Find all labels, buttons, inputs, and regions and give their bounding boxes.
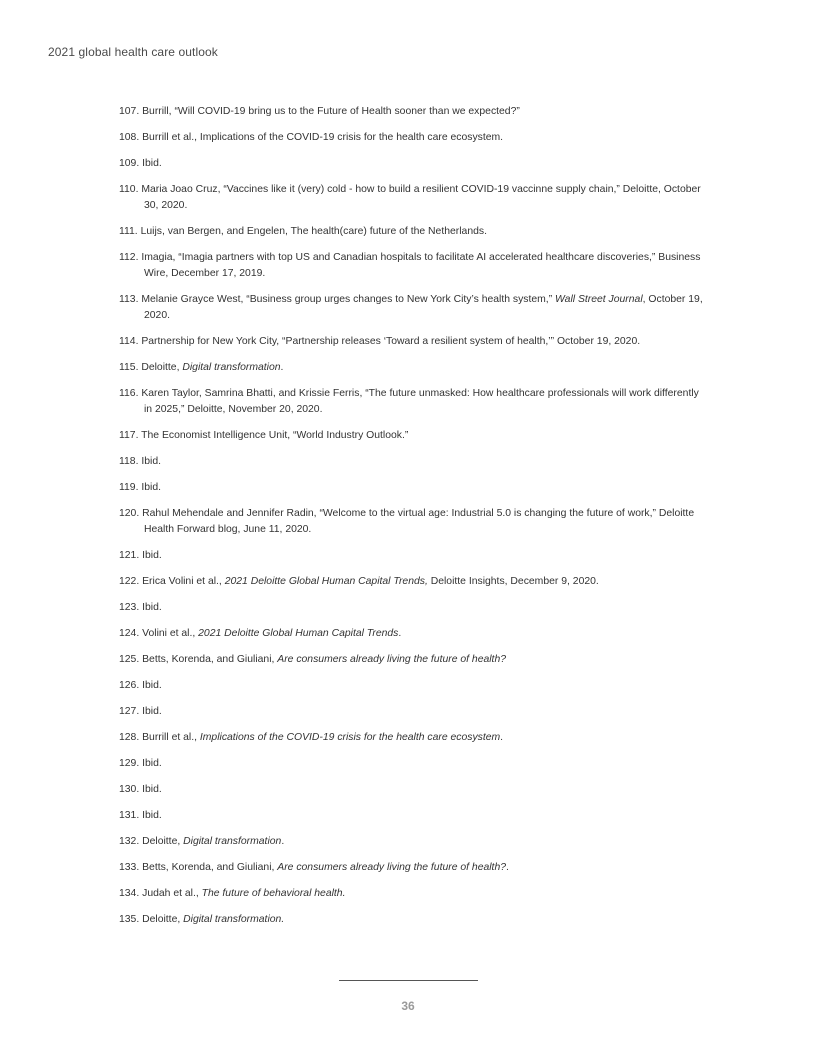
endnote-text: , October 19, 2020.: [144, 294, 703, 321]
endnote-text: Ibid.: [139, 602, 162, 613]
endnote-number: 131.: [119, 810, 140, 821]
endnote-item: [119, 224, 709, 240]
endnote-item: [119, 506, 709, 538]
endnote-text: Ibid.: [139, 706, 162, 717]
endnote-title-italic: 2021 Deloitte Global Human Capital Trends: [198, 628, 399, 639]
endnote-item: [119, 808, 709, 824]
endnote-title-italic: Are consumers already living the future of health?: [277, 654, 507, 665]
endnote-number: 108.: [119, 132, 140, 143]
endnote-number: 113.: [119, 294, 139, 305]
endnote-number: 134.: [119, 888, 140, 899]
endnote-item: [119, 360, 709, 376]
endnote-text: Ibid.: [139, 158, 162, 169]
endnote-item: [119, 428, 709, 444]
endnote-number: 133.: [119, 862, 140, 873]
endnote-number: 127.: [119, 706, 140, 717]
endnote-title-italic: Implications of the COVID-19 crisis for the health care ecosystem: [199, 732, 501, 743]
endnote-item: [119, 250, 709, 282]
endnote-number: 107.: [119, 106, 140, 117]
endnote-number: 135.: [119, 914, 140, 925]
endnote-text: Partnership for New York City, “Partnership releases ‘Toward a resilient system of health,’” October 19, 2020.: [138, 336, 641, 347]
endnote-text: Erica Volini et al.,: [139, 576, 225, 587]
footer-divider: [339, 980, 478, 981]
endnote-title-italic: Digital transformation: [182, 362, 281, 373]
endnote-number: 111.: [119, 226, 138, 237]
endnote-title-italic: 2021 Deloitte Global Human Capital Trends,: [224, 576, 428, 587]
endnote-number: 115.: [119, 362, 139, 373]
endnote-title-italic: Are consumers already living the future of health?: [277, 862, 507, 873]
endnote-text: Ibid.: [139, 758, 162, 769]
endnote-text: .: [281, 836, 285, 847]
endnote-number: 110.: [119, 184, 139, 195]
endnote-number: 129.: [119, 758, 140, 769]
endnote-text: Ibid.: [139, 784, 162, 795]
endnote-text: .: [500, 732, 504, 743]
endnote-text: .: [280, 362, 284, 373]
endnote-number: 121.: [119, 550, 140, 561]
endnote-item: [119, 480, 709, 496]
endnote-item: [119, 574, 709, 590]
endnote-text: Ibid.: [138, 482, 161, 493]
endnote-text: Maria Joao Cruz, “Vaccines like it (very) cold - how to build a resilient COVID-19 vaccinne supply chain,” Deloitte, October 30, 2020.: [138, 184, 701, 211]
endnote-number: 128.: [119, 732, 140, 743]
endnote-item: [119, 182, 709, 214]
endnote-item: [119, 678, 709, 694]
endnote-item: [119, 130, 709, 146]
endnote-text: Deloitte Insights, December 9, 2020.: [427, 576, 599, 587]
endnote-title-italic: Digital transformation: [183, 836, 282, 847]
endnote-text: .: [398, 628, 402, 639]
endnote-item: [119, 860, 709, 876]
endnote-item: [119, 292, 709, 324]
endnote-item: [119, 704, 709, 720]
endnote-title-italic: Wall Street Journal: [555, 294, 643, 305]
endnote-item: [119, 834, 709, 850]
endnote-text: Ibid.: [139, 810, 162, 821]
endnotes-list: [119, 104, 709, 938]
endnote-number: 122.: [119, 576, 140, 587]
endnote-number: 132.: [119, 836, 140, 847]
endnote-item: [119, 386, 709, 418]
endnote-text: Deloitte,: [138, 362, 183, 373]
endnote-text: Judah et al.,: [139, 888, 202, 899]
endnote-text: Ibid.: [139, 680, 162, 691]
endnote-item: [119, 626, 709, 642]
endnote-text: .: [506, 862, 509, 873]
running-header-title: 2021 global health care outlook: [48, 45, 218, 59]
endnote-text: Betts, Korenda, and Giuliani,: [139, 654, 278, 665]
endnote-item: [119, 600, 709, 616]
endnote-number: 112.: [119, 252, 139, 263]
endnote-text: Imagia, “Imagia partners with top US and Canadian hospitals to facilitate AI accelerated healthcare discoveries,” Business Wire, December 17, 2019.: [138, 252, 701, 279]
endnote-text: Deloitte,: [139, 914, 184, 925]
endnote-title-italic: The future of behavioral health.: [201, 888, 346, 899]
endnote-item: [119, 730, 709, 746]
endnote-text: Volini et al.,: [139, 628, 199, 639]
endnote-text: Karen Taylor, Samrina Bhatti, and Krissie Ferris, “The future unmasked: How healthcare professionals will work differently in 2025,” Deloitte, November 20, 2020.: [138, 388, 699, 415]
endnote-number: 117.: [119, 430, 139, 441]
endnote-number: 124.: [119, 628, 140, 639]
endnote-number: 123.: [119, 602, 140, 613]
endnote-number: 130.: [119, 784, 140, 795]
endnote-title-italic: Digital transformation.: [183, 914, 285, 925]
endnote-item: [119, 454, 709, 470]
endnote-item: [119, 756, 709, 772]
endnote-text: Burrill, “Will COVID-19 bring us to the Future of Health sooner than we expected?”: [139, 106, 520, 117]
endnote-number: 116.: [119, 388, 139, 399]
endnote-text: Ibid.: [138, 456, 161, 467]
endnote-item: [119, 548, 709, 564]
endnote-number: 120.: [119, 508, 140, 519]
page-number: 36: [401, 999, 415, 1013]
endnote-item: [119, 782, 709, 798]
endnote-text: Deloitte,: [139, 836, 184, 847]
endnote-text: Burrill et al.,: [139, 732, 200, 743]
endnote-text: Melanie Grayce West, “Business group urges changes to New York City’s health system,”: [138, 294, 556, 305]
endnote-text: Burrill et al., Implications of the COVID-19 crisis for the health care ecosystem.: [139, 132, 504, 143]
endnote-number: 119.: [119, 482, 139, 493]
endnote-number: 126.: [119, 680, 140, 691]
endnote-text: Ibid.: [139, 550, 162, 561]
endnote-item: [119, 104, 709, 120]
endnote-number: 109.: [119, 158, 140, 169]
endnote-number: 114.: [119, 336, 139, 347]
endnote-item: [119, 652, 709, 668]
endnote-text: Betts, Korenda, and Giuliani,: [139, 862, 278, 873]
endnote-text: The Economist Intelligence Unit, “World Industry Outlook.”: [138, 430, 409, 441]
endnote-item: [119, 156, 709, 172]
endnote-text: Rahul Mehendale and Jennifer Radin, “Welcome to the virtual age: Industrial 5.0 is changing the future of work,” Deloitte Health Forward blog, June 11, 2020.: [139, 508, 695, 535]
endnote-item: [119, 912, 709, 928]
endnote-item: [119, 886, 709, 902]
endnote-number: 118.: [119, 456, 139, 467]
endnote-number: 125.: [119, 654, 140, 665]
endnote-item: [119, 334, 709, 350]
endnote-text: Luijs, van Bergen, and Engelen, The health(care) future of the Netherlands.: [137, 226, 487, 237]
